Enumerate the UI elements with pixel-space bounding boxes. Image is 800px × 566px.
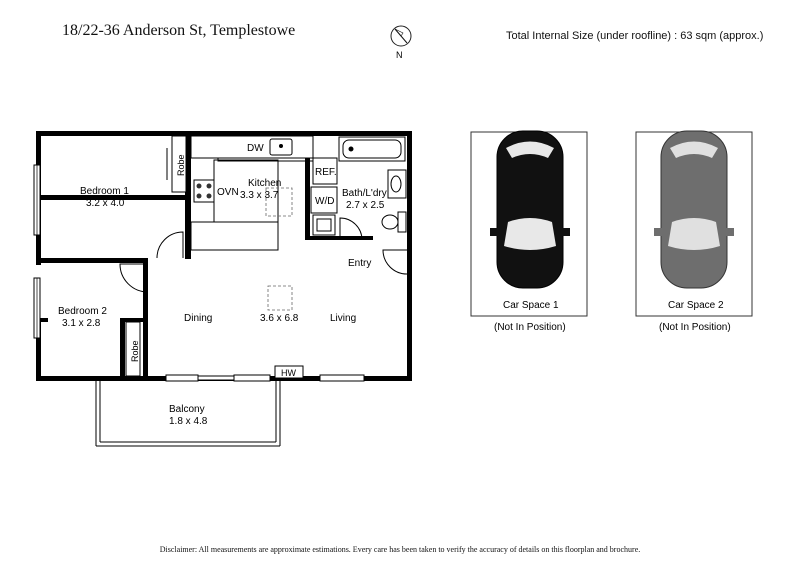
kitchen-sink-icon: [270, 139, 292, 155]
car-space-2-note: (Not In Position): [659, 322, 731, 333]
window-left-bedroom2: [34, 278, 40, 338]
fridge-label: REF.: [315, 167, 337, 178]
exterior-walls: [36, 131, 412, 381]
compass-icon: [391, 26, 411, 46]
property-address: 18/22-36 Anderson St, Templestowe: [62, 22, 296, 39]
bedroom2-dims: 3.1 x 2.8: [62, 318, 101, 329]
car-space-1-label: Car Space 1: [503, 300, 559, 311]
dishwasher-label: DW: [247, 143, 264, 154]
disclaimer-text: Disclaimer: All measurements are approximate estimations. Every care has been taken to verify the accuracy of details on this floorplan and brochure.: [159, 545, 641, 554]
living-label: Living: [330, 313, 357, 324]
robe2-label: Robe: [130, 340, 140, 362]
entry-label: Entry: [348, 258, 372, 269]
car-space-1-note: (Not In Position): [494, 322, 566, 333]
windows-bottom: [166, 375, 364, 381]
toilet-icon: [382, 212, 406, 232]
hot-water-label: HW: [281, 368, 296, 378]
washer-dryer-label: W/D: [315, 196, 335, 207]
bathtub-icon: [339, 137, 405, 161]
bedroom2-name: Bedroom 2: [58, 306, 107, 317]
compass-label: N: [396, 50, 403, 60]
kitchen-dims: 3.3 x 3.7: [240, 190, 279, 201]
robe1-label: Robe: [176, 154, 186, 176]
car-2-icon: [654, 131, 734, 288]
car-space-2: [636, 131, 752, 333]
oven-label: OVN: [217, 187, 239, 198]
bedroom1-dims: 3.2 x 4.0: [86, 198, 125, 209]
ceiling-fixture-outline: [268, 286, 292, 310]
dining-label: Dining: [184, 313, 213, 324]
car-1-icon: [490, 131, 570, 288]
living-dims: 3.6 x 6.8: [260, 313, 299, 324]
window-left-bedroom1: [34, 165, 40, 235]
balcony-dims: 1.8 x 4.8: [169, 416, 208, 427]
laundry-tub-icon: [313, 215, 335, 235]
vanity-basin-icon: [388, 170, 406, 198]
balcony-name: Balcony: [169, 404, 205, 415]
car-space-2-label: Car Space 2: [668, 300, 724, 311]
cooktop-icon: [194, 180, 214, 202]
car-space-1: [471, 131, 587, 333]
bath-name: Bath/L'dry: [342, 188, 387, 199]
kitchen-name: Kitchen: [248, 178, 282, 189]
doors: [120, 218, 407, 380]
bath-dims: 2.7 x 2.5: [346, 200, 385, 211]
internal-size-note: Total Internal Size (under roofline) : 63 sqm (approx.): [506, 30, 764, 42]
bedroom1-name: Bedroom 1: [80, 186, 129, 197]
